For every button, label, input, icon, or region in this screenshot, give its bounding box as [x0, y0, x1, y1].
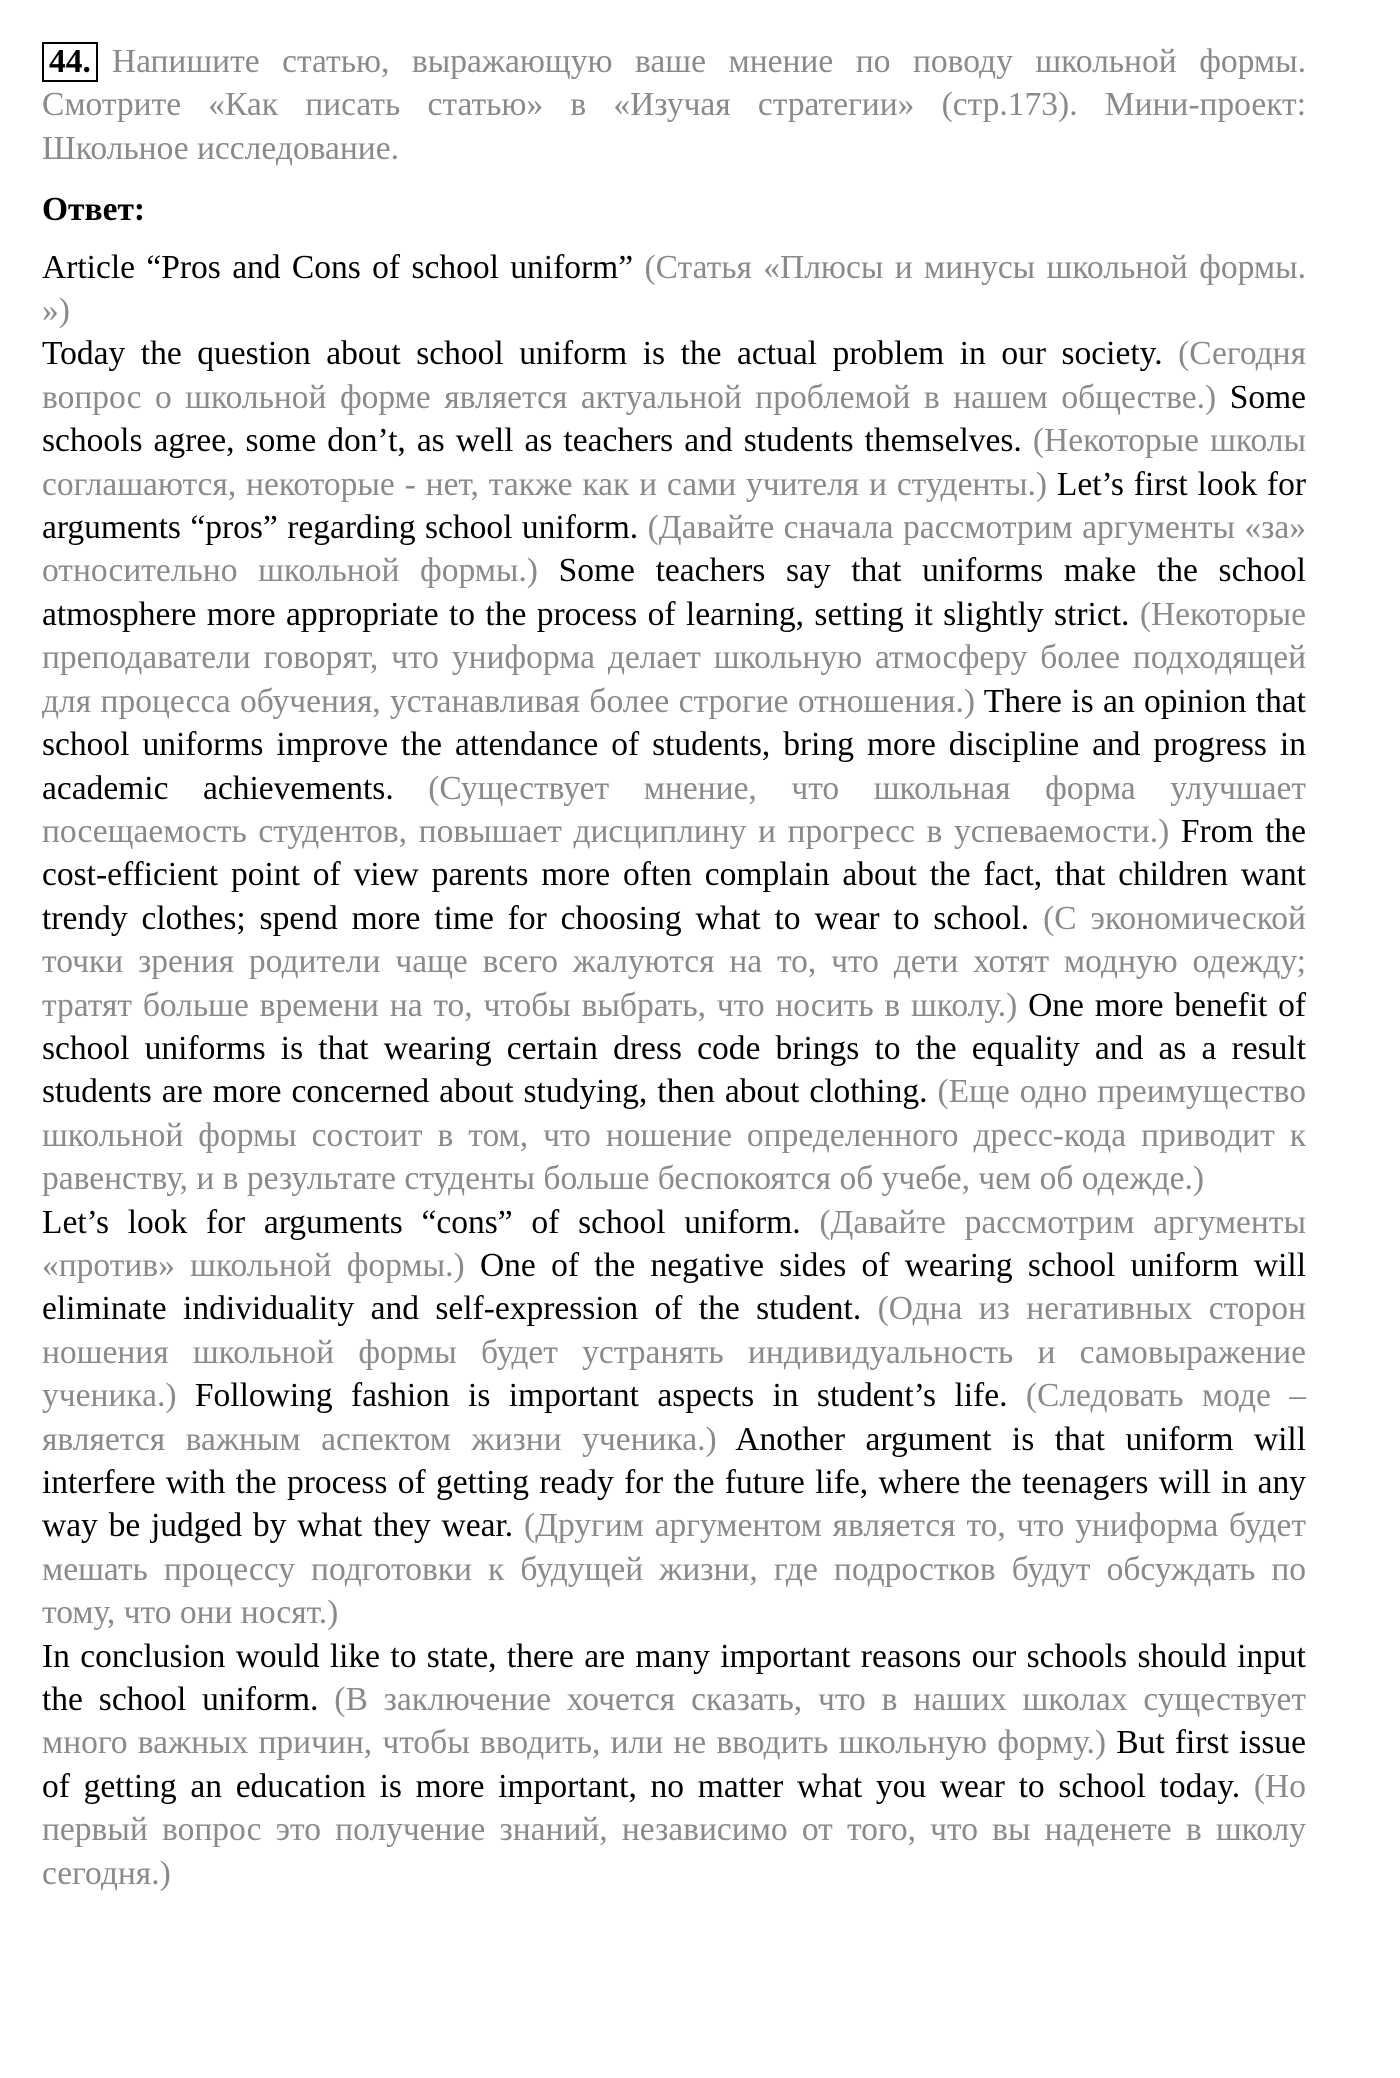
russian-translation: (Сегодня вопрос о школьной форме является актуальной проблемой в нашем обществе.) [42, 335, 1306, 416]
answer-paragraph [42, 1635, 1306, 1895]
english-sentence: One of the negative sides of wearing school uniform will eliminate individuality and self-expression of the student. [42, 1246, 1307, 1328]
english-sentence: One more benefit of school uniforms is that wearing certain dress code brings to the equality and as a result students are more concerned about studying, then about clothing. [42, 986, 1307, 1111]
english-sentence: Article “Pros and Cons of school uniform” [42, 248, 645, 286]
english-sentence: In conclusion would like to state, there are many important reasons our schools should input the school uniform. [42, 1637, 1306, 1719]
task-text: Напишите статью, выражающую ваше мнение по поводу школьной формы. Смотрите «Как писать статью» в «Изучая стратегии» (стр.173). Мини-проект: Школьное исследование. [42, 43, 1306, 167]
english-sentence: Some schools agree, some don’t, as well as teachers and students themselves. [42, 378, 1306, 460]
russian-translation: (В заключение хочется сказать, что в наших школах существует много важных причин, чтобы вводить, или не вводить школьную форму.) [42, 1681, 1307, 1762]
russian-translation: (Но первый вопрос это получение знаний, независимо от того, что вы наденете в школу сегодня.) [42, 1767, 1306, 1892]
english-sentence: Let’s first look for arguments “pros” regarding school uniform. [42, 465, 1306, 547]
answer-paragraph [42, 332, 1306, 1200]
russian-translation: (Давайте сначала рассмотрим аргументы «за» относительно школьной формы.) [42, 509, 1307, 590]
english-sentence: Today the question about school uniform is the actual problem in our society. [42, 335, 1179, 373]
russian-translation: (Существует мнение, что школьная форма улучшает посещаемость студентов, повышает дисциплину и прогресс в успеваемости.) [42, 769, 1306, 850]
russian-translation: (Статья «Плюсы и минусы школьной формы. ») [42, 248, 1306, 330]
russian-translation: (С экономической точки зрения родители чаще всего жалуются на то, что дети хотят модную одежду; тратят больше времени на то, чтобы выбрать, что носить в школу.) [42, 899, 1306, 1024]
english-sentence: Let’s look for arguments “cons” of school uniform. [42, 1203, 820, 1241]
answer-paragraph [42, 1201, 1306, 1635]
english-sentence: From the cost-efficient point of view parents more often complain about the fact, that children want trendy clothes; spend more time for choosing what to wear to school. [42, 812, 1306, 937]
answer-body [42, 246, 1306, 1895]
answer-paragraph [42, 246, 1306, 333]
task-statement [42, 40, 1306, 170]
english-sentence: Some teachers say that uniforms make the school atmosphere more appropriate to the process of learning, setting it slightly strict. [42, 552, 1306, 633]
document-page [42, 40, 1306, 1895]
russian-translation: (Некоторые преподаватели говорят, что униформа делает школьную атмосферу более подходящей для процесса обучения, устанавливая более строгие отношения.) [42, 595, 1306, 720]
russian-translation: (Некоторые школы соглашаются, некоторые - нет, также как и сами учителя и студенты.) [42, 422, 1306, 503]
english-sentence: Following fashion is important aspects in student’s life. [194, 1377, 1026, 1415]
russian-translation: (Следовать моде – является важным аспектом жизни ученика.) [42, 1377, 1306, 1458]
english-sentence: Another argument is that uniform will interfere with the process of getting ready for the future life, where the teenagers will in any way be judged by what they wear. [42, 1420, 1306, 1545]
english-sentence: But first issue of getting an education is more important, no matter what you wear to school today. [42, 1724, 1306, 1805]
english-sentence: There is an opinion that school uniforms improve the attendance of students, bring more discipline and progress in academic achievements. [42, 682, 1306, 807]
russian-translation: (Другим аргументом является то, что униформа будет мешать процессу подготовки к будущей жизни, где подростков будут обсуждать по тому, что они носят.) [42, 1507, 1307, 1632]
russian-translation: (Одна из негативных сторон ношения школьной формы будет устранять индивидуальность и самовыражение ученика.) [42, 1290, 1306, 1415]
russian-translation: (Давайте рассмотрим аргументы «против» школьной формы.) [42, 1203, 1306, 1284]
russian-translation: (Еще одно преимущество школьной формы состоит в том, что ношение определенного дресс-кода приводит к равенству, и в результате студенты больше беспокоятся об учебе, чем об одежде.) [42, 1073, 1307, 1198]
answer-heading: Ответ: [42, 191, 146, 229]
task-number: 44. [42, 42, 98, 82]
